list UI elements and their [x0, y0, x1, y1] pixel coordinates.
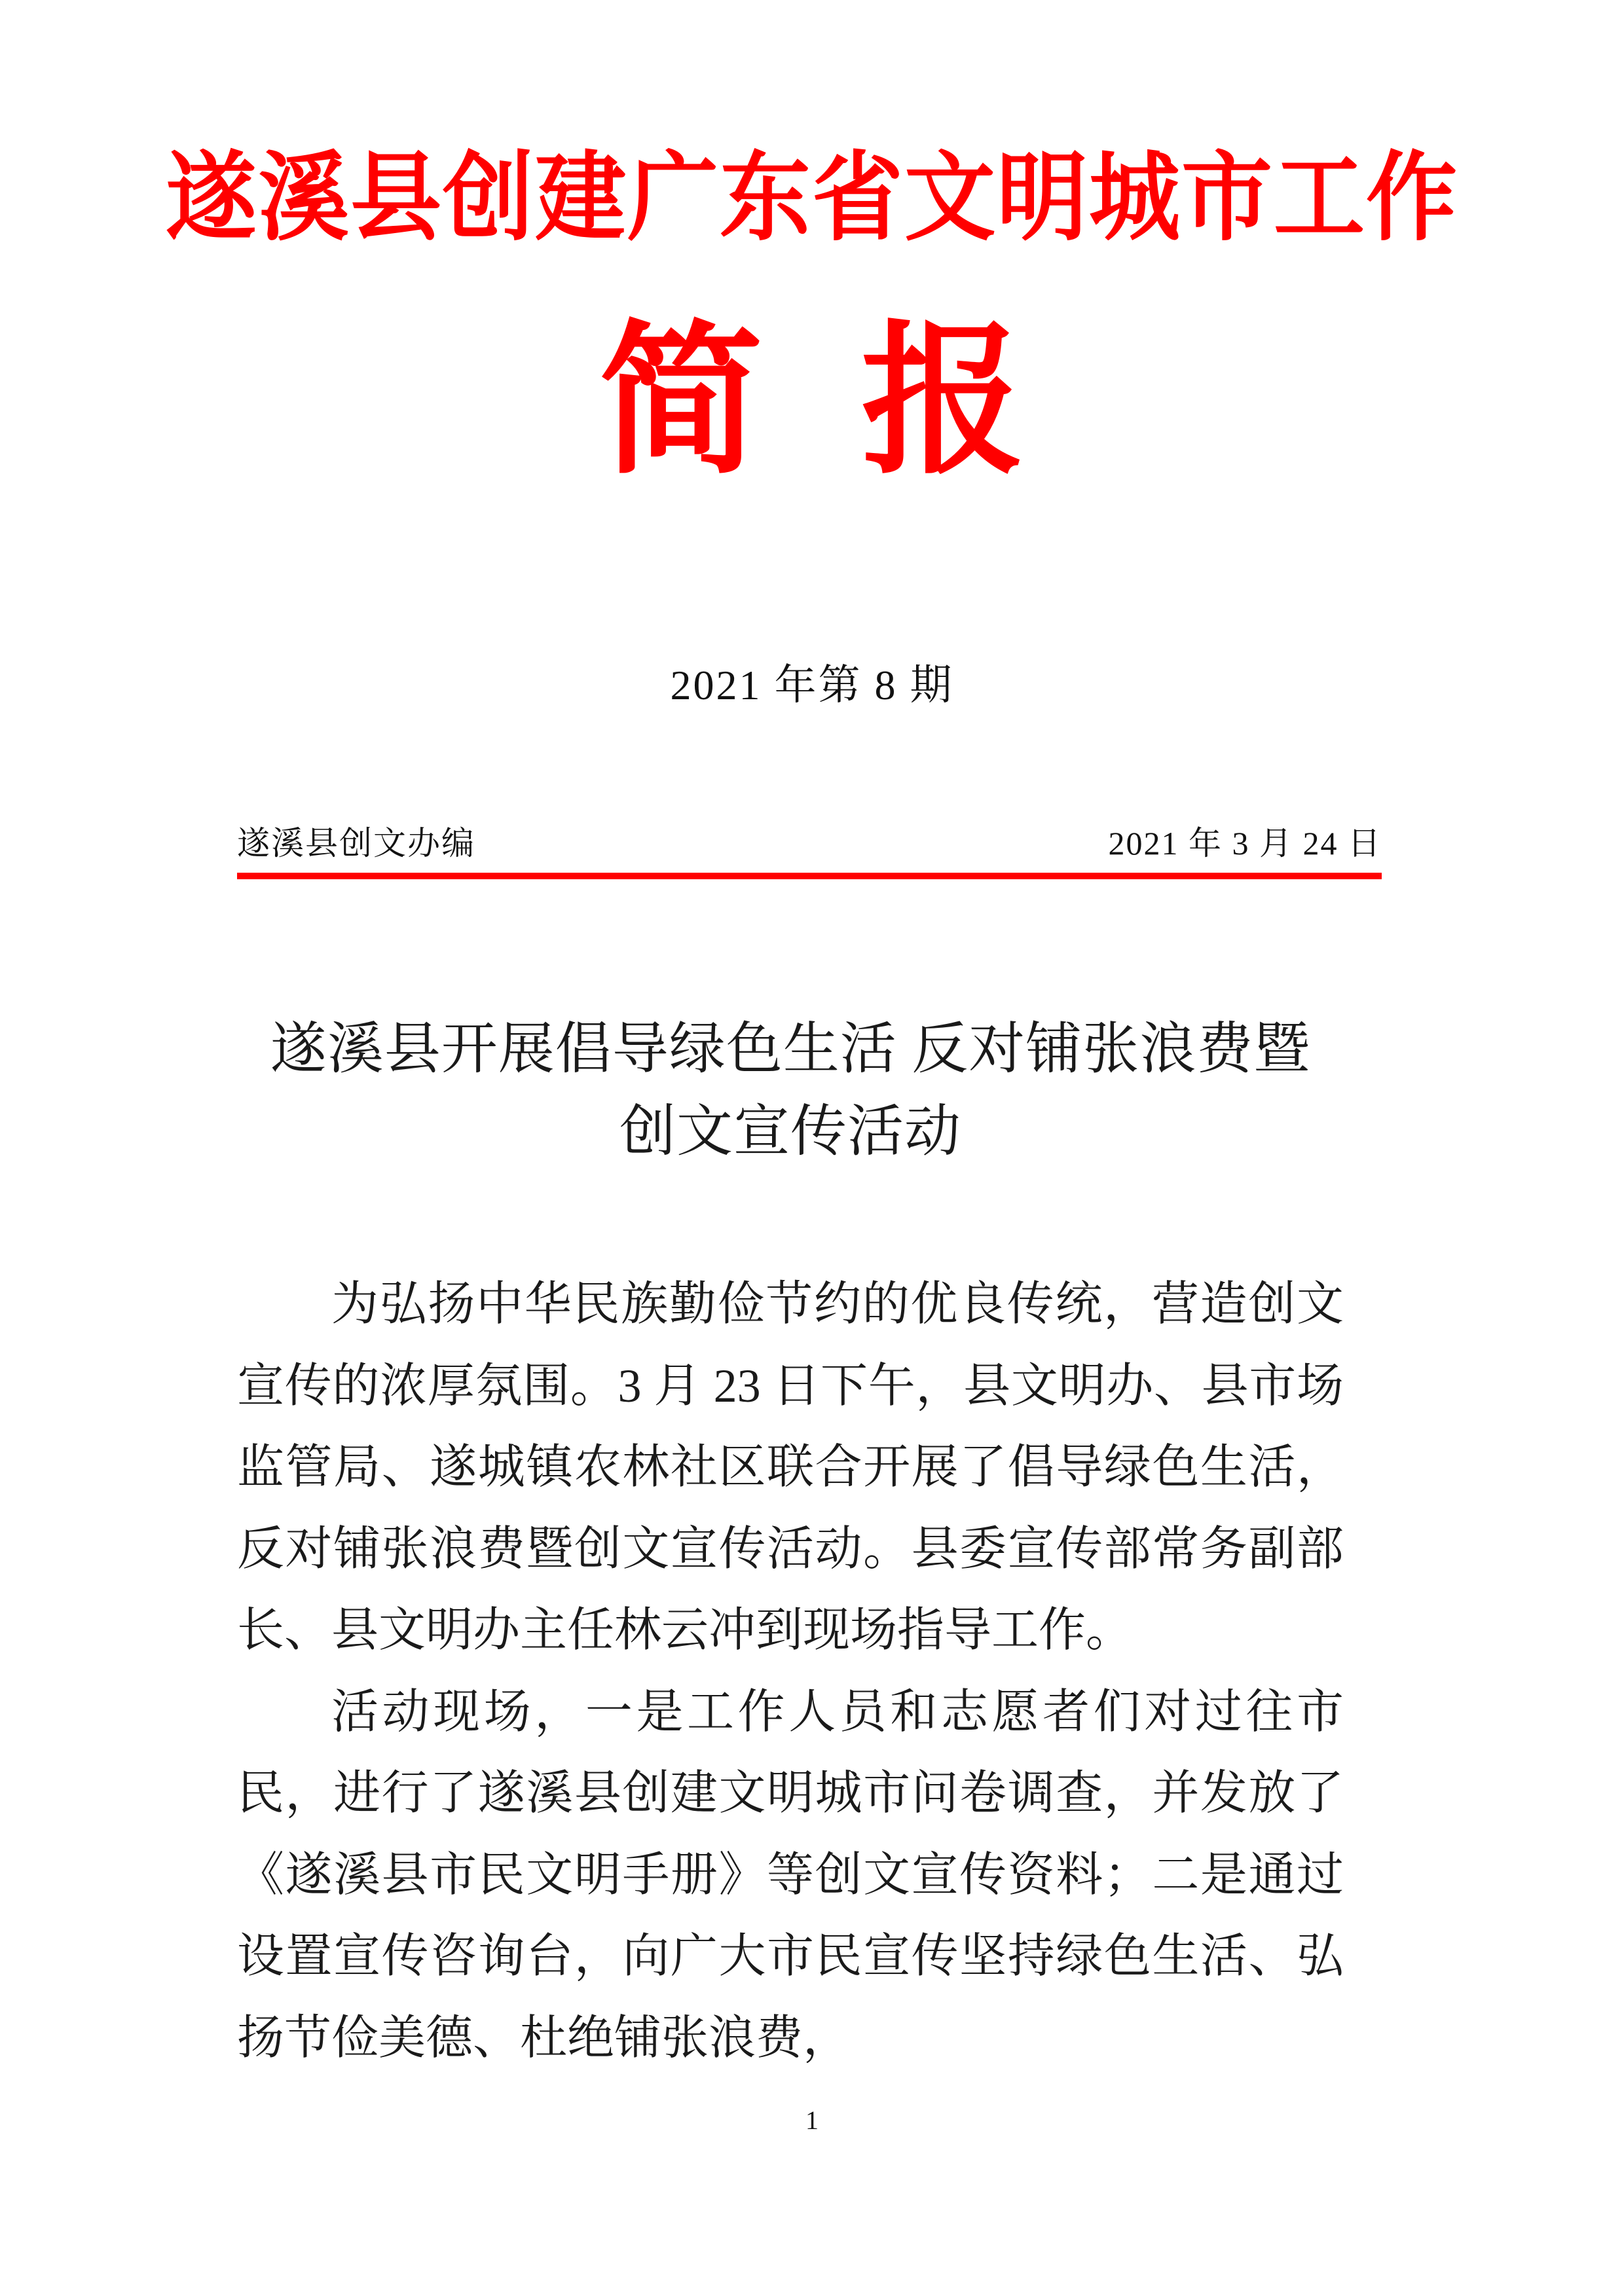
article-paragraph: 为弘扬中华民族勤俭节约的优良传统，营造创文宣传的浓厚氛围。3 月 23 日下午，县文明办、县市场监管局、遂城镇农林社区联合开展了倡导绿色生活，反对铺张浪费暨创文宣传活动。县委宣传部常务副部长、县文明办主任林云冲到现场指导工作。 — [237, 1278, 1344, 1657]
issue-number: 2021 年第 8 期 — [670, 662, 954, 708]
publication-date: 2021 年 3 月 24 日 — [1108, 825, 1382, 862]
editor-label: 遂溪县创文办编 — [237, 825, 475, 862]
masthead-organization-line: 遂溪县创建广东省文明城市工作 — [166, 144, 1459, 252]
article-title — [237, 1008, 1344, 1173]
masthead-meta-row — [237, 817, 1382, 864]
article-paragraph: 活动现场，一是工作人员和志愿者们对过往市民，进行了遂溪县创建文明城市问卷调查，并发放了《遂溪县市民文明手册》等创文宣传资料；二是通过设置宣传咨询台，向广大市民宣传坚持绿色生活、弘扬节俭美德、杜绝铺张浪费， — [237, 1685, 1344, 2064]
page-number: 1 — [805, 2105, 819, 2135]
article-title-line-1: 遂溪县开展倡导绿色生活 反对铺张浪费暨 — [270, 1017, 1311, 1080]
article-body — [237, 1264, 1344, 2079]
publication-name: 简报 — [599, 312, 1123, 494]
masthead — [0, 144, 1624, 252]
article-title-line-2: 创文宣传活动 — [619, 1099, 961, 1163]
red-divider-rule — [237, 873, 1382, 879]
